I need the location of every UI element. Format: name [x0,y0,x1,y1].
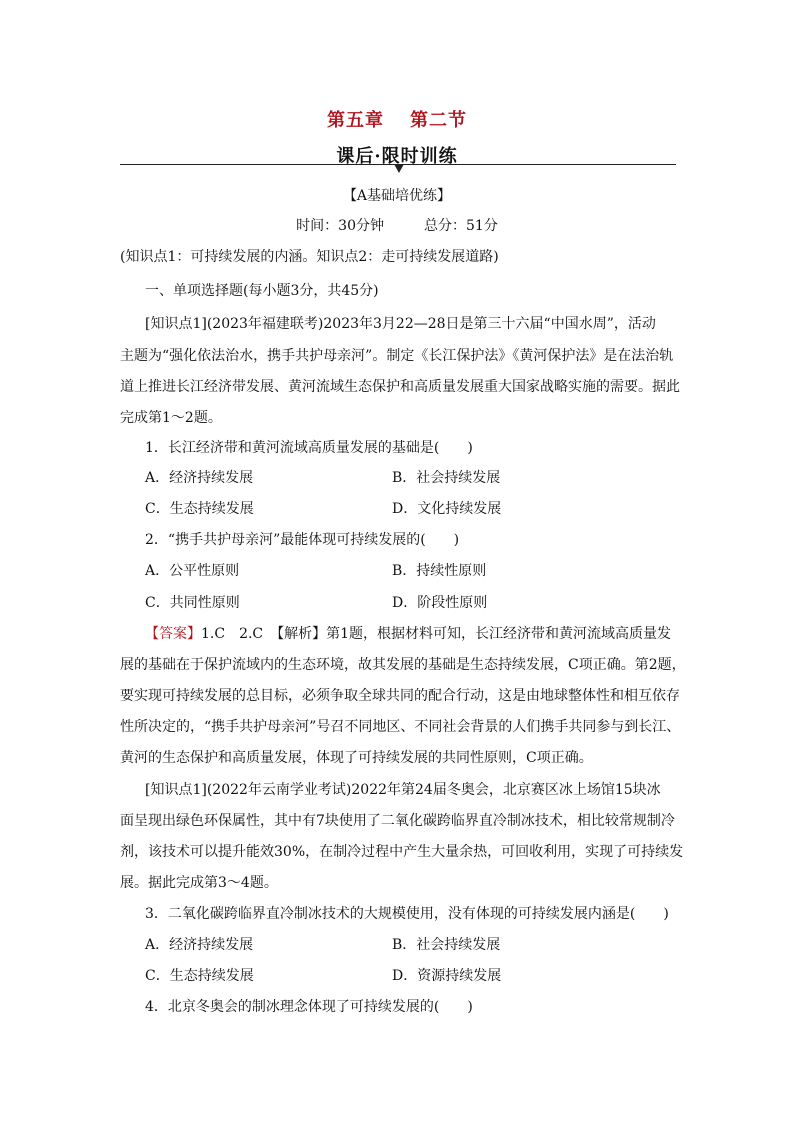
question-1-option-a[interactable]: A．经济持续发展 [145,470,254,486]
material-2-line: [知识点1](2022年云南学业考试)2022年第24届冬奥会，北京赛区冰上场馆15块冰 [145,782,661,798]
question-3-option-a[interactable]: A．经济持续发展 [145,937,254,953]
answer-1-line: 要实现可持续发展的总目标，必须争取全球共同的配合行动，这是由地球整体性和相互依存 [120,688,680,704]
time-limit: 时间：30分钟 [296,218,384,234]
question-1-option-d[interactable]: D．文化持续发展 [392,501,502,517]
material-2-line: 面呈现出绿色环保属性，其中有7块使用了二氧化碳跨临界直冷制冰技术，相比较常规制冷 [120,813,675,829]
material-2-line: 展。据此完成第3～4题。 [120,875,278,891]
chapter-heading [0,106,794,132]
question-2-option-a[interactable]: A．公平性原则 [145,563,240,579]
material-1-line: 道上推进长江经济带发展、黄河流域生态保护和高质量发展重大国家战略实施的需要。据此 [120,379,680,395]
down-triangle-icon [394,164,404,173]
material-1-line: [知识点1](2023年福建联考)2023年3月22—28日是第三十六届“中国水周”，活动 [145,316,656,332]
section-label: 第二节 [410,110,467,131]
question-1-option-b[interactable]: B．社会持续发展 [392,470,501,486]
answer-1-line: 黄河的生态保护和高质量发展，体现了可持续发展的共同性原则，C项正确。 [120,750,593,766]
time-score-line [0,216,794,236]
material-1-line: 完成第1～2题。 [120,410,222,426]
question-1-option-c[interactable]: C．生态持续发展 [145,501,254,517]
material-1-line: 主题为“强化依法治水，携手共护母亲河”。制定《长江保护法》《黄河保护法》是在法治轨 [120,348,674,364]
answer-tag: 【答案】 [145,626,201,642]
question-2-option-c[interactable]: C．共同性原则 [145,595,240,611]
answer-1-first-line [145,624,675,644]
question-3-stem: 3．二氧化碳跨临界直冷制冰技术的大规模使用，没有体现的可持续发展内涵是( ) [145,906,669,922]
material-2-line: 剂，该技术可以提升能效30%，在制冷过程中产生大量余热，可回收利用，实现了可持续发 [120,844,684,860]
question-3-option-b[interactable]: B．社会持续发展 [392,937,501,953]
question-2-stem: 2．“携手共护母亲河”最能体现可持续发展的( ) [145,532,460,548]
answer-1-text: 1.C 2.C 【解析】第1题，根据材料可知，长江经济带和黄河流域高质量发 [201,626,672,642]
question-2-option-d[interactable]: D．阶段性原则 [392,595,488,611]
question-3-option-c[interactable]: C．生态持续发展 [145,968,254,984]
answer-1-line: 性所决定的，“携手共护母亲河”号召不同地区、不同社会背景的人们携手共同参与到长江、 [120,719,681,735]
section-title: 一、单项选择题(每小题3分，共45分) [145,283,379,299]
question-3-option-d[interactable]: D．资源持续发展 [392,968,502,984]
chapter-label: 第五章 [327,110,384,131]
knowledge-note: (知识点1：可持续发展的内涵。知识点2：走可持续发展道路) [120,249,499,265]
answer-1-line: 展的基础在于保护流域内的生态环境，故其发展的基础是生态持续发展，C项正确。第2题， [120,657,686,673]
question-4-stem: 4．北京冬奥会的制冰理念体现了可持续发展的( ) [145,999,473,1015]
page-subtitle: 课后·限时训练 [336,146,458,167]
group-title: 【A基础培优练】 [342,188,452,204]
total-score: 总分：51分 [424,218,498,234]
question-1-stem: 1．长江经济带和黄河流域高质量发展的基础是( ) [145,440,473,456]
question-2-option-b[interactable]: B．持续性原则 [392,563,487,579]
